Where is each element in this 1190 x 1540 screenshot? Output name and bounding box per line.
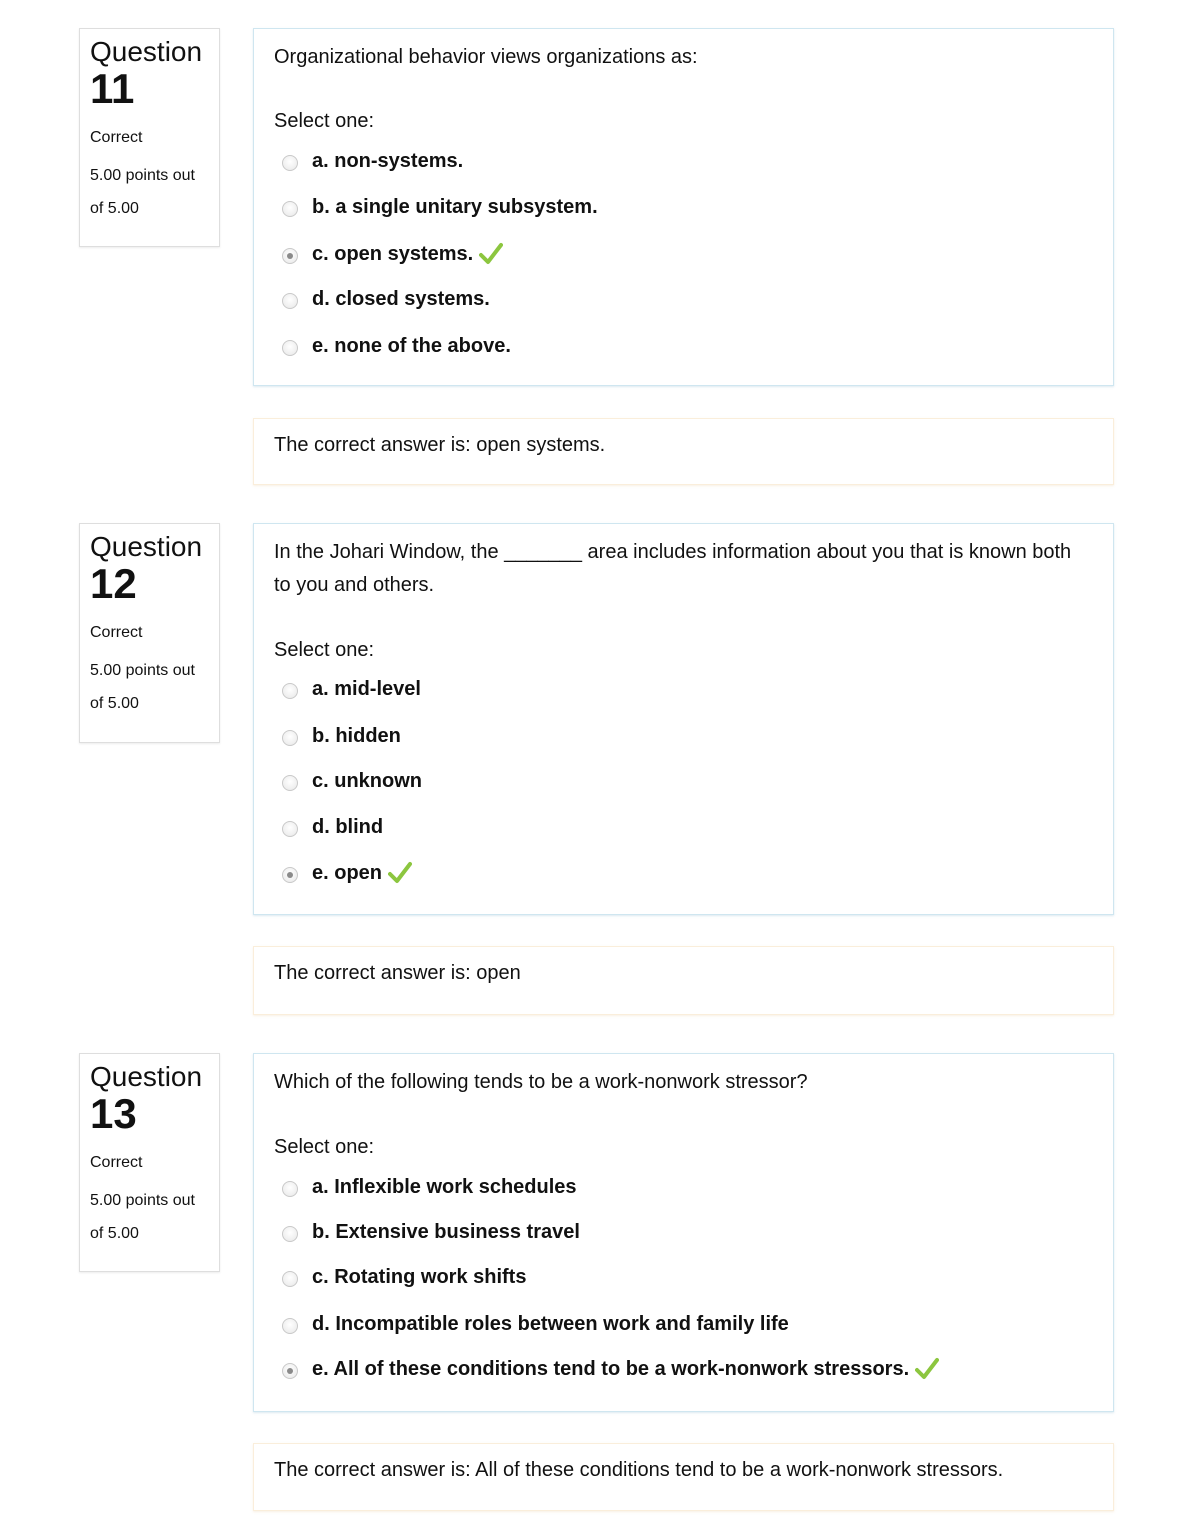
answer-option-d[interactable]	[282, 1312, 789, 1336]
answer-label: c. open systems.	[312, 242, 474, 265]
question-info-13	[79, 1053, 220, 1272]
radio-button[interactable]	[282, 775, 298, 791]
grade-line-2: of 5.00	[90, 695, 139, 712]
question-number: 12	[90, 560, 137, 607]
correct-check-icon	[479, 242, 503, 266]
question-grade	[90, 159, 209, 225]
question-info-12	[79, 523, 220, 743]
answer-label: d. Incompatible roles between work and family life	[312, 1312, 789, 1335]
question-word: Question	[90, 1061, 203, 1092]
answer-option-a[interactable]	[282, 1175, 577, 1199]
answer-label: a. non-systems.	[312, 149, 464, 172]
grade-line-1: 5.00 points out	[90, 167, 195, 184]
answer-option-c[interactable]	[282, 769, 422, 793]
answer-label: b. hidden	[312, 724, 401, 747]
question-number: 11	[90, 65, 135, 112]
select-one-prompt: Select one:	[274, 110, 375, 132]
answer-option-e[interactable]	[282, 861, 412, 885]
answer-label: c. unknown	[312, 769, 422, 792]
answer-label: a. mid-level	[312, 677, 421, 700]
answer-label: e. none of the above.	[312, 334, 511, 357]
radio-button[interactable]	[282, 730, 298, 746]
correct-answer-text: The correct answer is: open systems.	[274, 434, 606, 456]
feedback-box-13	[253, 1443, 1114, 1511]
answer-option-e[interactable]	[282, 1357, 939, 1381]
correct-answer-text: The correct answer is: open	[274, 962, 521, 984]
answer-label: a. Inflexible work schedules	[312, 1175, 577, 1198]
question-state: Correct	[90, 129, 143, 146]
question-grade	[90, 1184, 209, 1250]
answer-label: d. blind	[312, 815, 384, 838]
radio-button[interactable]	[282, 1271, 298, 1287]
answer-option-a[interactable]	[282, 149, 463, 173]
answer-option-d[interactable]	[282, 287, 490, 311]
radio-button[interactable]	[282, 201, 298, 217]
question-state: Correct	[90, 1154, 143, 1171]
radio-button-selected[interactable]	[282, 1363, 298, 1379]
answer-label: b. Extensive business travel	[312, 1220, 580, 1243]
question-info-11	[79, 28, 220, 247]
answer-label: c. Rotating work shifts	[312, 1265, 527, 1288]
question-number: 13	[90, 1090, 137, 1137]
answer-option-b[interactable]	[282, 195, 598, 219]
answer-option-a[interactable]	[282, 677, 421, 701]
radio-button[interactable]	[282, 155, 298, 171]
question-content-13	[253, 1053, 1114, 1412]
correct-check-icon	[915, 1357, 939, 1381]
question-state: Correct	[90, 624, 143, 641]
correct-check-icon	[388, 861, 412, 885]
answer-option-b[interactable]	[282, 1220, 580, 1244]
grade-line-1: 5.00 points out	[90, 1192, 195, 1209]
radio-button[interactable]	[282, 1226, 298, 1242]
feedback-box-12	[253, 946, 1114, 1015]
radio-button[interactable]	[282, 340, 298, 356]
radio-button-selected[interactable]	[282, 248, 298, 264]
select-one-prompt: Select one:	[274, 1136, 375, 1158]
question-word: Question	[90, 531, 203, 562]
radio-button[interactable]	[282, 683, 298, 699]
answer-label: d. closed systems.	[312, 287, 490, 310]
question-content-12	[253, 523, 1114, 915]
question-content-11	[253, 28, 1114, 386]
question-grade	[90, 654, 209, 720]
select-one-prompt: Select one:	[274, 639, 375, 661]
radio-button[interactable]	[282, 821, 298, 837]
radio-button[interactable]	[282, 1181, 298, 1197]
answer-option-c[interactable]	[282, 242, 503, 266]
correct-answer-text: The correct answer is: All of these conditions tend to be a work-nonwork stressors.	[274, 1459, 1004, 1481]
question-text: Organizational behavior views organizations as:	[274, 46, 698, 68]
answer-option-c[interactable]	[282, 1265, 526, 1289]
answer-label: b. a single unitary subsystem.	[312, 195, 598, 218]
grade-line-1: 5.00 points out	[90, 662, 195, 679]
question-text: In the Johari Window, the _______ area includes information about you that is known both to you and others.	[274, 541, 1072, 596]
grade-line-2: of 5.00	[90, 1225, 139, 1242]
answer-label: e. All of these conditions tend to be a work-nonwork stressors.	[312, 1357, 910, 1380]
question-text: Which of the following tends to be a work-nonwork stressor?	[274, 1071, 808, 1093]
radio-button[interactable]	[282, 293, 298, 309]
answer-label: e. open	[312, 861, 383, 884]
radio-button-selected[interactable]	[282, 867, 298, 883]
question-word: Question	[90, 36, 203, 67]
feedback-box-11	[253, 418, 1114, 485]
grade-line-2: of 5.00	[90, 200, 139, 217]
answer-option-b[interactable]	[282, 724, 401, 748]
radio-button[interactable]	[282, 1318, 298, 1334]
answer-option-e[interactable]	[282, 334, 511, 358]
answer-option-d[interactable]	[282, 815, 383, 839]
